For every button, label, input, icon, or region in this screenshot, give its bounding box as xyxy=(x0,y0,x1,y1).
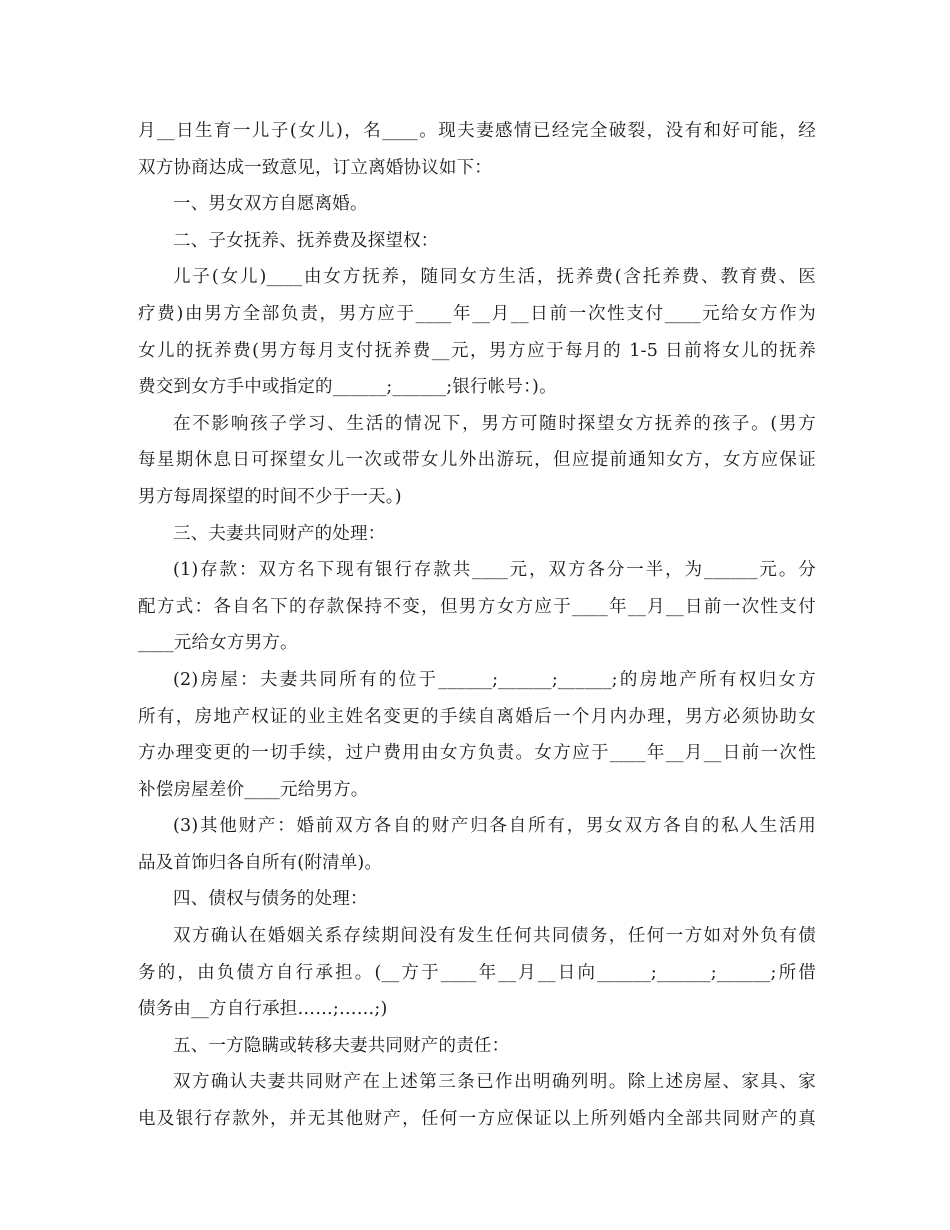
document-body xyxy=(138,113,816,1138)
document-line: 女儿的抚养费(男方每月支付抚养费__元，男方应于每月的 1-5 日前将女儿的抚养 xyxy=(138,340,816,361)
document-line: (3)其他财产：婚前双方各自的财产归各自所有，男女双方各自的私人生活用 xyxy=(173,816,816,837)
document-line: 月__日生育一儿子(女儿)，名____。现夫妻感情已经完全破裂，没有和好可能，经 xyxy=(138,121,816,141)
document-line: 补偿房屋差价____元给男方。 xyxy=(138,779,369,800)
document-line: 双方确认在婚姻关系存续期间没有发生任何共同债务，任何一方如对外负有债 xyxy=(173,926,816,947)
document-line: 双方确认夫妻共同财产在上述第三条已作出明确列明。除上述房屋、家具、家 xyxy=(173,1072,816,1093)
document-line: 二、子女抚养、抚养费及探望权： xyxy=(173,230,439,251)
document-line: 务的，由负债方自行承担。(__方于____年__月__日向______;______;______;所借 xyxy=(138,962,816,983)
document-line: 三、夫妻共同财产的处理： xyxy=(173,523,386,544)
document-line: 方办理变更的一切手续，过户费用由女方负责。女方应于____年__月__日前一次性 xyxy=(138,743,816,764)
document-line: 费交到女方手中或指定的______;______;银行帐号：)。 xyxy=(138,377,557,398)
document-line: 一、男女双方自愿离婚。 xyxy=(173,194,368,215)
document-line: 疗费)由男方全部负责，男方应于____年__月__日前一次性支付____元给女方作为 xyxy=(138,303,816,324)
document-line: 每星期休息日可探望女儿一次或带女儿外出游玩，但应提前通知女方，女方应保证 xyxy=(138,450,816,471)
document-line: 四、债权与债务的处理： xyxy=(173,889,368,910)
document-line: 五、一方隐瞒或转移夫妻共同财产的责任： xyxy=(173,1035,510,1056)
document-line: 儿子(女儿)____由女方抚养，随同女方生活，抚养费(含托养费、教育费、医 xyxy=(173,267,816,288)
document-line: 双方协商达成一致意见，订立离婚协议如下： xyxy=(138,157,492,178)
document-line: 债务由__方自行承担……;……;) xyxy=(138,999,388,1020)
document-line: ____元给女方男方。 xyxy=(138,633,298,654)
document-line: 电及银行存款外，并无其他财产，任何一方应保证以上所列婚内全部共同财产的真 xyxy=(138,1109,816,1130)
document-line: 在不影响孩子学习、生活的情况下，男方可随时探望女方抚养的孩子。(男方 xyxy=(173,413,816,434)
document-line: 所有，房地产权证的业主姓名变更的手续自离婚后一个月内办理，男方必须协助女 xyxy=(138,706,816,727)
document-line: (1)存款：双方名下现有银行存款共____元，双方各分一半，为______元。分 xyxy=(173,560,816,581)
document-line: 男方每周探望的时间不少于一天。) xyxy=(138,486,402,507)
document-line: (2)房屋：夫妻共同所有的位于______;______;______;的房地产所有权归女方 xyxy=(173,669,816,690)
document-line: 品及首饰归各自所有(附清单)。 xyxy=(138,852,383,873)
document-line: 配方式：各自名下的存款保持不变，但男方女方应于____年__月__日前一次性支付 xyxy=(138,596,816,617)
